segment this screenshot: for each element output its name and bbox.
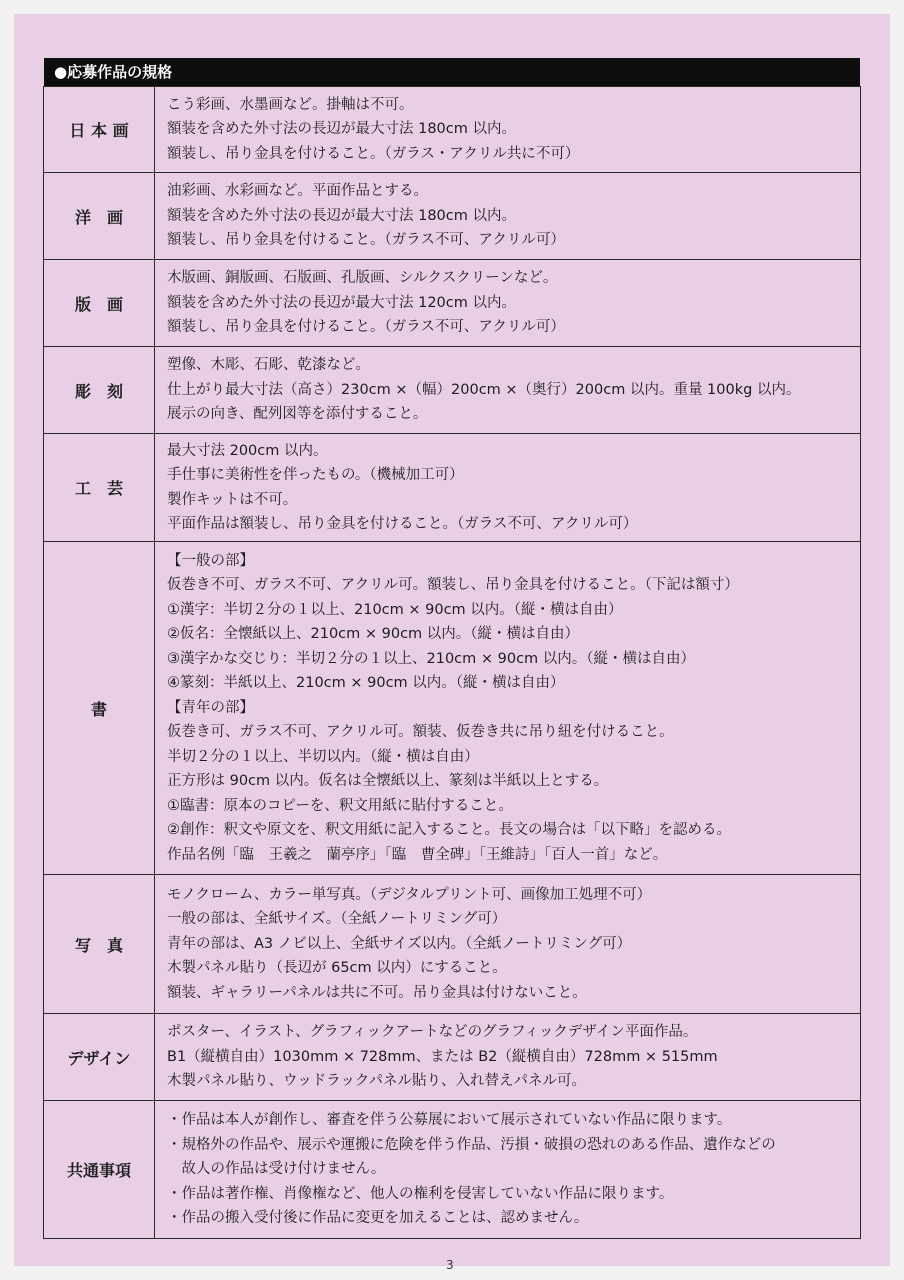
spec-row bbox=[44, 1014, 861, 1101]
description-line: 製作キットは不可。 bbox=[167, 491, 298, 508]
section-title: ●応募作品の規格 bbox=[44, 58, 860, 86]
spec-table-body bbox=[44, 87, 861, 1239]
description-line: 一般の部は、全紙サイズ。（全紙ノートリミング可） bbox=[167, 911, 507, 928]
description-line: 【一般の部】 bbox=[167, 552, 254, 569]
description-line: 【青年の部】 bbox=[167, 699, 254, 716]
spec-row bbox=[44, 875, 861, 1014]
description-line: ・規格外の作品や、展示や運搬に危険を伴う作品、汚損・破損の恐れのある作品、遺作などの bbox=[167, 1136, 776, 1153]
category-description bbox=[155, 347, 861, 434]
description-line: 塑像、木彫、石彫、乾漆など。 bbox=[167, 357, 370, 374]
category-description bbox=[155, 434, 861, 542]
category-label: 日 本 画 bbox=[44, 87, 155, 173]
description-line: 展示の向き、配列図等を添付すること。 bbox=[167, 406, 428, 423]
category-label: 版 画 bbox=[44, 260, 155, 347]
category-description bbox=[155, 260, 861, 347]
category-description bbox=[155, 542, 861, 875]
category-label: 彫 刻 bbox=[44, 347, 155, 434]
description-line: 額装し、吊り金具を付けること。（ガラス・アクリル共に不可） bbox=[167, 145, 580, 162]
description-line: ①漢字：半切２分の１以上、210cm × 90cm 以内。（縦・横は自由） bbox=[167, 601, 623, 618]
description-line: 手仕事に美術性を伴ったもの。（機械加工可） bbox=[167, 467, 464, 483]
description-line: 仮巻き不可、ガラス不可、アクリル可。額装し、吊り金具を付けること。（下記は額寸） bbox=[167, 577, 739, 594]
spec-row bbox=[44, 347, 861, 434]
page-number: 3 bbox=[446, 1258, 454, 1272]
description-line: 額装、ギャラリーパネルは共に不可。吊り金具は付けないこと。 bbox=[167, 984, 587, 1001]
category-label: 洋 画 bbox=[44, 173, 155, 260]
description-line: 額装を含めた外寸法の長辺が最大寸法 120cm 以内。 bbox=[167, 294, 516, 311]
spec-row bbox=[44, 1101, 861, 1239]
category-description bbox=[155, 875, 861, 1014]
description-line: 木製パネル貼り、ウッドラックパネル貼り、入れ替えパネル可。 bbox=[167, 1073, 587, 1090]
description-line: 半切２分の１以上、半切以内。（縦・横は自由） bbox=[167, 748, 479, 765]
category-label: デザイン bbox=[44, 1014, 155, 1101]
description-line: ポスター、イラスト、グラフィックアートなどのグラフィックデザイン平面作品。 bbox=[167, 1024, 698, 1041]
description-line: 仕上がり最大寸法（高さ）230cm ×（幅）200cm ×（奥行）200cm 以内。重量 100kg 以内。 bbox=[167, 381, 801, 398]
description-line: 木製パネル貼り（長辺が 65cm 以内）にすること。 bbox=[167, 960, 507, 977]
category-description bbox=[155, 173, 861, 260]
spec-row bbox=[44, 434, 861, 542]
spec-row bbox=[44, 87, 861, 173]
spec-row bbox=[44, 542, 861, 875]
spec-table bbox=[43, 86, 861, 1239]
spec-row bbox=[44, 173, 861, 260]
description-line: 額装し、吊り金具を付けること。（ガラス不可、アクリル可） bbox=[167, 319, 565, 336]
category-label: 共通事項 bbox=[44, 1101, 155, 1239]
category-description bbox=[155, 1014, 861, 1101]
description-line: 額装し、吊り金具を付けること。（ガラス不可、アクリル可） bbox=[167, 232, 565, 249]
description-line: ④篆刻：半紙以上、210cm × 90cm 以内。（縦・横は自由） bbox=[167, 675, 565, 692]
description-line: ・作品は著作権、肖像権など、他人の権利を侵害していない作品に限ります。 bbox=[167, 1185, 674, 1202]
description-line: 額装を含めた外寸法の長辺が最大寸法 180cm 以内。 bbox=[167, 207, 516, 224]
description-line: 正方形は 90cm 以内。仮名は全懐紙以上、篆刻は半紙以上とする。 bbox=[167, 773, 609, 790]
description-line: 故人の作品は受け付けません。 bbox=[181, 1161, 386, 1178]
description-line: ①臨書：原本のコピーを、釈文用紙に貼付すること。 bbox=[167, 797, 513, 814]
category-description bbox=[155, 87, 861, 173]
category-description bbox=[155, 1101, 861, 1239]
category-label: 写 真 bbox=[44, 875, 155, 1014]
description-line: 作品名例「臨 王羲之 蘭亭序」「臨 曹全碑」「王維詩」「百人一首」など。 bbox=[167, 846, 668, 863]
description-line: B1（縦横自由）1030mm × 728mm、または B2（縦横自由）728mm × 515mm bbox=[167, 1048, 718, 1065]
description-line: 青年の部は、A3 ノビ以上、全紙サイズ以内。（全紙ノートリミング可） bbox=[167, 935, 632, 952]
description-line: ②創作：釈文や原文を、釈文用紙に記入すること。長文の場合は「以下略」を認める。 bbox=[167, 822, 731, 839]
description-line: ②仮名：全懐紙以上、210cm × 90cm 以内。（縦・横は自由） bbox=[167, 626, 580, 643]
description-line: こう彩画、水墨画など。掛軸は不可。 bbox=[167, 96, 414, 113]
description-line: モノクローム、カラー単写真。（デジタルプリント可、画像加工処理不可） bbox=[167, 886, 652, 903]
description-line: 仮巻き可、ガラス不可、アクリル可。額装、仮巻き共に吊り紐を付けること。 bbox=[167, 724, 674, 741]
spec-row bbox=[44, 260, 861, 347]
description-line: ③漢字かな交じり：半切２分の１以上、210cm × 90cm 以内。（縦・横は自由） bbox=[167, 650, 696, 667]
category-label: 書 bbox=[44, 542, 155, 875]
description-line: 平面作品は額装し、吊り金具を付けること。（ガラス不可、アクリル可） bbox=[167, 516, 638, 532]
description-line: ・作品は本人が創作し、審査を伴う公募展において展示されていない作品に限ります。 bbox=[167, 1112, 732, 1129]
category-label: 工 芸 bbox=[44, 434, 155, 542]
description-line: 油彩画、水彩画など。平面作品とする。 bbox=[167, 183, 428, 200]
description-line: ・作品の搬入受付後に作品に変更を加えることは、認めません。 bbox=[167, 1210, 589, 1227]
description-line: 最大寸法 200cm 以内。 bbox=[167, 442, 328, 459]
description-line: 木版画、銅版画、石版画、孔版画、シルクスクリーンなど。 bbox=[167, 270, 558, 287]
description-line: 額装を含めた外寸法の長辺が最大寸法 180cm 以内。 bbox=[167, 121, 516, 138]
